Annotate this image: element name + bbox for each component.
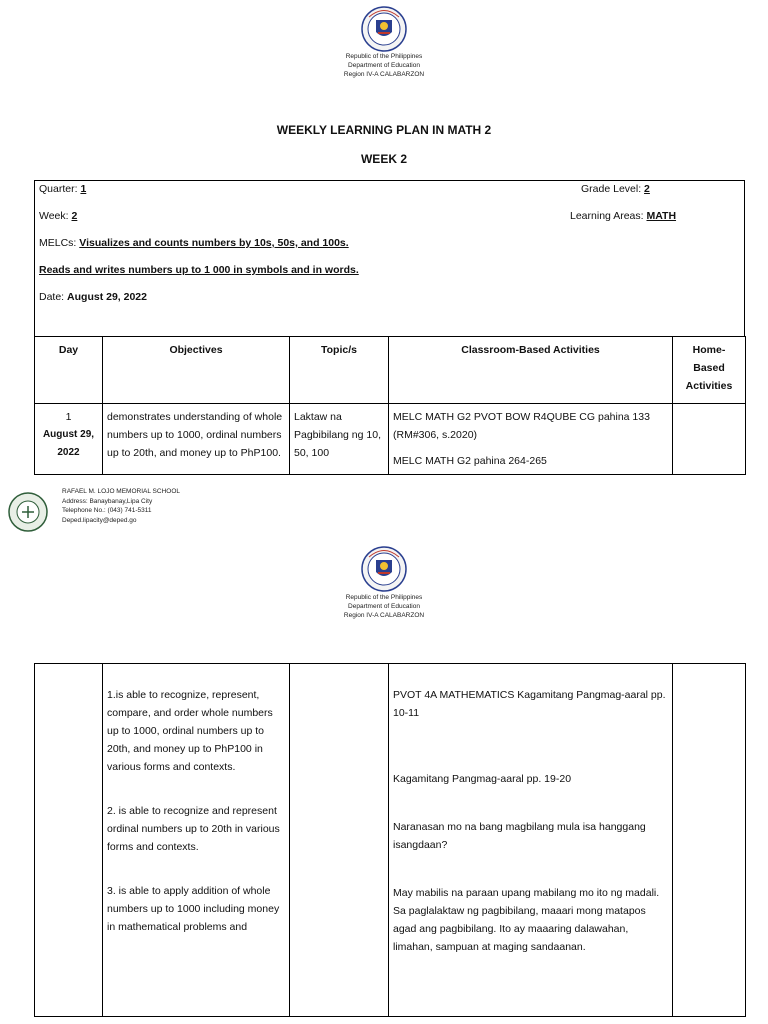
- quarter-value: 1: [80, 183, 87, 195]
- quarter-line: [39, 183, 96, 195]
- day-number: 1: [65, 411, 72, 423]
- header-objectives: Objectives: [103, 337, 290, 404]
- header-line-country: Republic of the Philippines: [345, 53, 423, 60]
- date-line: [39, 291, 147, 303]
- header-line-country: Republic of the Philippines: [345, 594, 423, 601]
- grade-label: Grade Level:: [581, 183, 642, 195]
- melcs-value-2: Reads and writes numbers up to 1 000 in symbols and in words.: [39, 264, 359, 276]
- activity-text: Kagamitang Pangmag-aaral pp. 19-20: [393, 773, 572, 785]
- table-header-row: [35, 337, 746, 404]
- header-home-activities: Home-Based Activities: [673, 337, 746, 404]
- header-topics: Topic/s: [290, 337, 389, 404]
- activity-text: MELC MATH G2 pahina 264-265: [393, 455, 547, 467]
- day-cell: [35, 404, 103, 475]
- deped-seal-icon: [361, 6, 407, 52]
- objective-cell: demonstrates understanding of whole numbers up to 1000, ordinal numbers up to 20th, and money up to PhP100.: [103, 404, 290, 475]
- activity-cell: [389, 664, 673, 1017]
- header-line-region: Region IV-A CALABARZON: [343, 612, 425, 619]
- areas-line: [570, 210, 682, 222]
- header-line-region: Region IV-A CALABARZON: [343, 71, 425, 78]
- document-title: WEEKLY LEARNING PLAN IN MATH 2: [276, 123, 492, 137]
- activity-text: May mabilis na paraan upang mabilang mo ito ng madali. Sa paglalaktaw ng pagbibilang, maaari mong matapos agad ang pagbibilang. Ito ay maaaring dalawahan, limahan, sampuan at maging sandaanan.: [393, 887, 660, 953]
- areas-value: MATH: [646, 210, 677, 222]
- date-value: August 29, 2022: [67, 291, 147, 303]
- melcs-line: [39, 237, 349, 249]
- table-row: [35, 404, 746, 475]
- activity-text: PVOT 4A MATHEMATICS Kagamitang Pangmag-aaral pp. 10-11: [393, 689, 666, 719]
- grade-value: 2: [644, 183, 650, 195]
- melcs-value: Visualizes and counts numbers by 10s, 50s, and 100s.: [79, 237, 349, 249]
- objective-cell: [103, 664, 290, 1017]
- agency-header-page2: [0, 593, 768, 620]
- agency-header: [0, 52, 768, 79]
- week-value: 2: [71, 210, 78, 222]
- weekly-plan-table-continued: [34, 663, 746, 1017]
- header-classroom-activities: Classroom-Based Activities: [389, 337, 673, 404]
- week-label: Week:: [39, 210, 69, 222]
- day-cell: [35, 664, 103, 1017]
- school-email: Deped.lipacity@deped.go: [62, 516, 137, 524]
- table-row: [35, 664, 746, 1017]
- week-line: [39, 210, 81, 222]
- activity-cell: [389, 404, 673, 475]
- objective-item: 2. is able to recognize and represent ordinal numbers up to 20th in various forms and contexts.: [107, 805, 280, 853]
- plan-info-box: [34, 180, 745, 337]
- school-phone: Telephone No.: (043) 741-5311: [62, 507, 152, 514]
- week-title: WEEK 2: [360, 152, 407, 166]
- objective-item: 1.is able to recognize, represent, compare, and order whole numbers up to 1000, ordinal numbers up to 20th, and money up to PhP100 in various forms and contexts.: [107, 689, 273, 773]
- topic-cell: Laktaw na Pagbibilang ng 10, 50, 100: [290, 404, 389, 475]
- school-name: RAFAEL M. LOJO MEMORIAL SCHOOL: [62, 488, 180, 495]
- activity-text: Naranasan mo na bang magbilang mula isa hanggang isangdaan?: [393, 821, 646, 851]
- school-seal-icon: [8, 492, 48, 532]
- home-activity-cell: [673, 664, 746, 1017]
- date-label: Date:: [39, 291, 65, 303]
- objective-item: 3. is able to apply addition of whole numbers up to 1000 including money in mathematical problems and: [107, 885, 280, 933]
- activity-text: MELC MATH G2 PVOT BOW R4QUBE CG pahina 133 (RM#306, s.2020): [393, 411, 650, 441]
- weekly-plan-table: [34, 336, 746, 475]
- home-activity-cell: [673, 404, 746, 475]
- grade-line: [581, 183, 650, 195]
- header-line-department: Department of Education: [348, 62, 420, 69]
- deped-seal-icon: [361, 546, 407, 592]
- melcs-label: MELCs:: [39, 237, 77, 249]
- header-line-department: Department of Education: [348, 603, 420, 610]
- melcs-line-2: [39, 264, 359, 276]
- school-contact: [62, 487, 180, 525]
- day-date: August 29, 2022: [42, 429, 95, 458]
- school-address: Address: Banaybanay,Lipa City: [62, 497, 153, 505]
- areas-label: Learning Areas:: [570, 210, 644, 222]
- quarter-label: Quarter:: [39, 183, 78, 195]
- header-day: Day: [35, 337, 103, 404]
- topic-cell: [290, 664, 389, 1017]
